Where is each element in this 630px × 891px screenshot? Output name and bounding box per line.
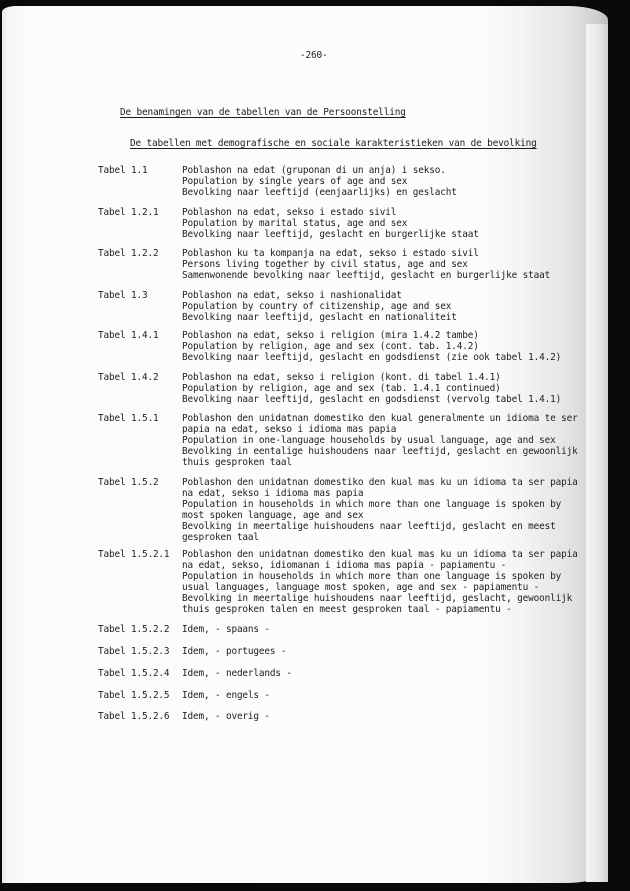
table-label: Tabel 1.2.2 [98,248,159,259]
description-line: Idem, - engels - [182,690,270,701]
table-description [182,624,270,635]
description-line: Population by country of citizenship, age and sex [182,301,452,312]
description-line: thuis gesproken talen en meest gesproken taal - papiamentu - [182,604,512,615]
table-label: Tabel 1.4.2 [98,372,159,383]
description-line: Poblashon na edat, sekso i religion (mira 1.4.2 tambe) [182,330,479,341]
description-line: Bevolking naar leeftijd, geslacht en godsdienst (zie ook tabel 1.4.2) [182,352,562,363]
table-label: Tabel 1.5.1 [98,413,159,424]
description-line: Persons living together by civil status, age and sex [182,259,468,270]
description-line: gesproken taal [182,532,259,543]
description-line: Population in one-language households by usual language, age and sex [182,435,556,446]
description-line: Bevolking naar leeftijd, geslacht en nationaliteit [182,312,457,323]
table-description [182,690,270,701]
description-line: Idem, - overig - [182,711,270,722]
table-label: Tabel 1.1 [98,165,148,176]
description-line: Population by single years of age and sex [182,176,408,187]
table-description [182,207,479,240]
description-line: na edat, sekso i idioma mas papia [182,488,364,499]
sub-heading: De tabellen met demografische en sociale karakteristieken van de bevolking [130,138,537,149]
description-line: most spoken language, age and sex [182,510,364,521]
description-line: Population by religion, age and sex (cont. tab. 1.4.2) [182,341,479,352]
description-line: na edat, sekso, idiomanan i idioma mas papia - papiamentu - [182,560,507,571]
description-line: Poblashon den unidatnan domestiko den kual generalmente un idioma te ser [182,413,578,424]
table-label: Tabel 1.2.1 [98,207,159,218]
description-line: Population by marital status, age and sex [182,218,408,229]
table-description [182,549,578,615]
table-description [182,330,561,363]
table-label: Tabel 1.5.2.5 [98,690,170,701]
table-description [182,248,550,281]
description-line: Bevolking naar leeftijd (eenjaarlijks) en geslacht [182,187,457,198]
table-description [182,711,270,722]
description-line: Idem, - nederlands - [182,668,292,679]
table-label: Tabel 1.5.2 [98,477,159,488]
description-line: Bevolking in meertalige huishoudens naar leeftijd, geslacht, gewoonlijk [182,593,573,604]
table-label: Tabel 1.3 [98,290,148,301]
description-line: Population in households in which more than one language is spoken by [182,499,562,510]
description-line: Bevolking in meertalige huishoudens naar leeftijd, geslacht en meest [182,521,556,532]
description-line: Bevolking naar leeftijd, geslacht en burgerlijke staat [182,229,479,240]
main-heading: De benamingen van de tabellen van de Persoonstelling [120,107,406,118]
description-line: papia na edat, sekso i idioma mas papia [182,424,397,435]
table-label: Tabel 1.5.2.6 [98,711,170,722]
table-label: Tabel 1.5.2.4 [98,668,170,679]
description-line: thuis gesproken taal [182,457,292,468]
table-label: Tabel 1.5.2.1 [98,549,170,560]
table-description [182,477,578,543]
table-description [182,413,578,468]
table-description [182,372,561,405]
description-line: Population in households in which more than one language is spoken by [182,571,562,582]
description-line: Poblashon na edat (gruponan di un anja) i sekso. [182,165,446,176]
description-line: Samenwonende bevolking naar leeftijd, geslacht en burgerlijke staat [182,270,551,281]
description-line: Population by religion, age and sex (tab. 1.4.1 continued) [182,383,501,394]
table-description [182,165,457,198]
page-number: -260- [300,50,328,61]
table-label: Tabel 1.5.2.3 [98,646,170,657]
table-description [182,668,292,679]
table-label: Tabel 1.4.1 [98,330,159,341]
description-line: Poblashon na edat, sekso i religion (kont. di tabel 1.4.1) [182,372,501,383]
table-label: Tabel 1.5.2.2 [98,624,170,635]
scanned-page [2,6,608,883]
description-line: Poblashon na edat, sekso i estado sivil [182,207,397,218]
description-line: Bevolking naar leeftijd, geslacht en godsdienst (vervolg tabel 1.4.1) [182,394,562,405]
table-description [182,290,457,323]
description-line: Idem, - portugees - [182,646,287,657]
description-line: Idem, - spaans - [182,624,270,635]
description-line: Poblashon ku ta kompanja na edat, sekso i estado sivil [182,248,479,259]
page-curl-edge [586,24,608,882]
table-description [182,646,286,657]
description-line: Poblashon den unidatnan domestiko den kual mas ku un idioma ta ser papia [182,477,578,488]
description-line: Poblashon den unidatnan domestiko den kual mas ku un idioma ta ser papia [182,549,578,560]
description-line: Bevolking in eentalige huishoudens naar leeftijd, geslacht en gewoonlijk [182,446,578,457]
description-line: usual languages, language most spoken, age and sex - papiamentu - [182,582,540,593]
description-line: Poblashon na edat, sekso i nashionalidat [182,290,402,301]
